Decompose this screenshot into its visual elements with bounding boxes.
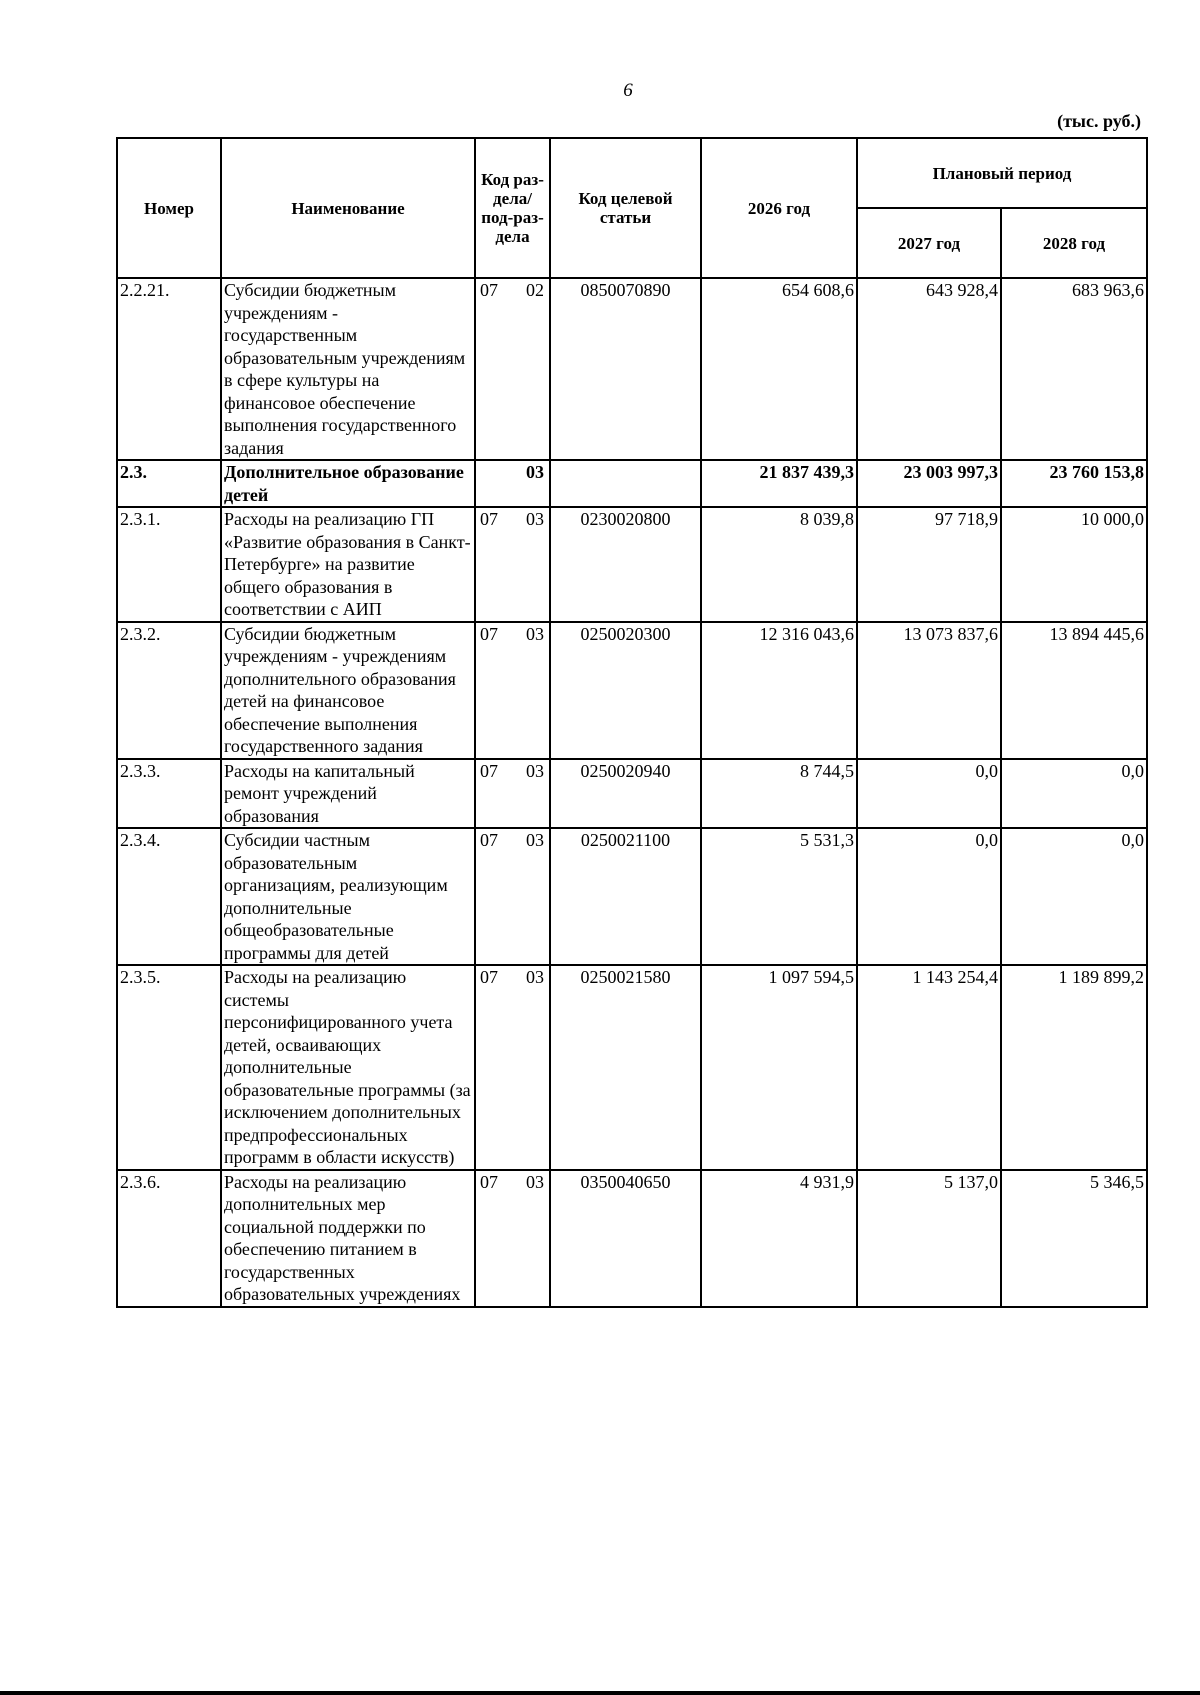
row-razdel: 07 [480, 509, 498, 529]
row-razdel: 07 [480, 1171, 498, 1192]
table-row-subtotal [117, 460, 1147, 507]
row-number: 2.3.6. [117, 1170, 221, 1307]
row-number: 2.3.3. [117, 759, 221, 829]
row-value-2028: 0,0 [1001, 828, 1147, 965]
row-value-2028: 683 963,6 [1001, 278, 1147, 460]
header-number: Номер [117, 138, 221, 278]
row-value-2026: 12 316 043,6 [701, 622, 857, 759]
row-name: Расходы на капитальный ремонт учреждений образования [221, 759, 475, 829]
table-row [117, 278, 1147, 460]
row-number: 2.2.21. [117, 278, 221, 460]
row-number: 2.3. [117, 460, 221, 507]
row-value-2027: 0,0 [857, 759, 1001, 829]
row-value-2027: 0,0 [857, 828, 1001, 965]
row-name: Субсидии частным образовательным организациям, реализующим дополнительные общеобразовательные программы для детей [221, 828, 475, 965]
page-bottom-edge [0, 1691, 1200, 1695]
row-value-2026: 21 837 439,3 [701, 460, 857, 507]
row-value-2027: 23 003 997,3 [857, 460, 1001, 507]
row-podrazdel: 02 [526, 280, 544, 300]
row-section-code [475, 965, 550, 1170]
row-value-2027: 643 928,4 [857, 278, 1001, 460]
row-podrazdel: 03 [526, 760, 544, 781]
row-value-2026: 8 039,8 [701, 507, 857, 622]
row-value-2028: 1 189 899,2 [1001, 965, 1147, 1170]
row-name: Расходы на реализацию системы персонифицированного учета детей, осваивающих дополнительные образовательные программы (за исключением дополнительных предпрофессиональных программ в области искусств) [221, 965, 475, 1170]
row-number: 2.3.4. [117, 828, 221, 965]
row-value-2026: 5 531,3 [701, 828, 857, 965]
header-year-2028: 2028 год [1001, 208, 1147, 278]
row-podrazdel: 03 [526, 1171, 544, 1192]
row-section-code [475, 278, 550, 460]
row-target-code: 0230020800 [550, 507, 701, 622]
header-planned-period: Плановый период [857, 138, 1147, 208]
row-target-code: 0250020940 [550, 759, 701, 829]
row-razdel: 07 [480, 623, 498, 644]
row-podrazdel: 03 [526, 462, 544, 482]
row-value-2026: 4 931,9 [701, 1170, 857, 1307]
row-target-code: 0250021100 [550, 828, 701, 965]
row-name: Расходы на реализацию дополнительных мер социальной поддержки по обеспечению питанием в государственных образовательных учреждениях [221, 1170, 475, 1307]
row-value-2027: 1 143 254,4 [857, 965, 1001, 1170]
row-number: 2.3.1. [117, 507, 221, 622]
header-year-2026: 2026 год [701, 138, 857, 278]
row-name: Дополнительное образование детей [221, 460, 475, 507]
header-section-code: Код раз-дела/ под-раз-дела [475, 138, 550, 278]
row-value-2027: 13 073 837,6 [857, 622, 1001, 759]
row-value-2027: 5 137,0 [857, 1170, 1001, 1307]
row-value-2028: 10 000,0 [1001, 507, 1147, 622]
row-name: Субсидии бюджетным учреждениям - учреждениям дополнительного образования детей на финансовое обеспечение выполнения государственного задания [221, 622, 475, 759]
row-podrazdel: 03 [526, 967, 544, 987]
table-row [117, 759, 1147, 829]
row-section-code [475, 1170, 550, 1307]
table-row [117, 828, 1147, 965]
row-section-code [475, 507, 550, 622]
row-value-2028: 5 346,5 [1001, 1170, 1147, 1307]
header-target-code: Код целевой статьи [550, 138, 701, 278]
row-podrazdel: 03 [526, 623, 544, 644]
row-target-code: 0350040650 [550, 1170, 701, 1307]
row-podrazdel: 03 [526, 509, 544, 529]
row-section-code [475, 828, 550, 965]
row-name: Субсидии бюджетным учреждениям - государственным образовательным учреждениям в сфере культуры на финансовое обеспечение выполнения государственного задания [221, 278, 475, 460]
header-name: Наименование [221, 138, 475, 278]
row-razdel: 07 [480, 967, 498, 987]
row-section-code [475, 460, 550, 507]
row-target-code: 0850070890 [550, 278, 701, 460]
row-razdel: 07 [480, 830, 498, 850]
table-row [117, 622, 1147, 759]
row-number: 2.3.2. [117, 622, 221, 759]
table-row [117, 1170, 1147, 1307]
row-name: Расходы на реализацию ГП «Развитие образования в Санкт-Петербурге» на развитие общего образования в соответствии с АИП [221, 507, 475, 622]
row-value-2028: 0,0 [1001, 759, 1147, 829]
row-razdel: 07 [480, 280, 498, 300]
row-target-code: 0250020300 [550, 622, 701, 759]
table-row [117, 965, 1147, 1170]
row-value-2028: 13 894 445,6 [1001, 622, 1147, 759]
row-value-2026: 1 097 594,5 [701, 965, 857, 1170]
row-section-code [475, 759, 550, 829]
table-row [117, 507, 1147, 622]
header-year-2027: 2027 год [857, 208, 1001, 278]
row-podrazdel: 03 [526, 830, 544, 850]
row-value-2027: 97 718,9 [857, 507, 1001, 622]
row-number: 2.3.5. [117, 965, 221, 1170]
row-target-code: 0250021580 [550, 965, 701, 1170]
page-number: 6 [623, 80, 633, 101]
row-target-code [550, 460, 701, 507]
row-value-2028: 23 760 153,8 [1001, 460, 1147, 507]
table-header-row [117, 138, 1147, 208]
units-label: (тыс. руб.) [1057, 111, 1141, 131]
row-value-2026: 654 608,6 [701, 278, 857, 460]
row-value-2026: 8 744,5 [701, 759, 857, 829]
row-razdel: 07 [480, 760, 498, 781]
row-section-code [475, 622, 550, 759]
budget-table [116, 137, 1148, 1308]
